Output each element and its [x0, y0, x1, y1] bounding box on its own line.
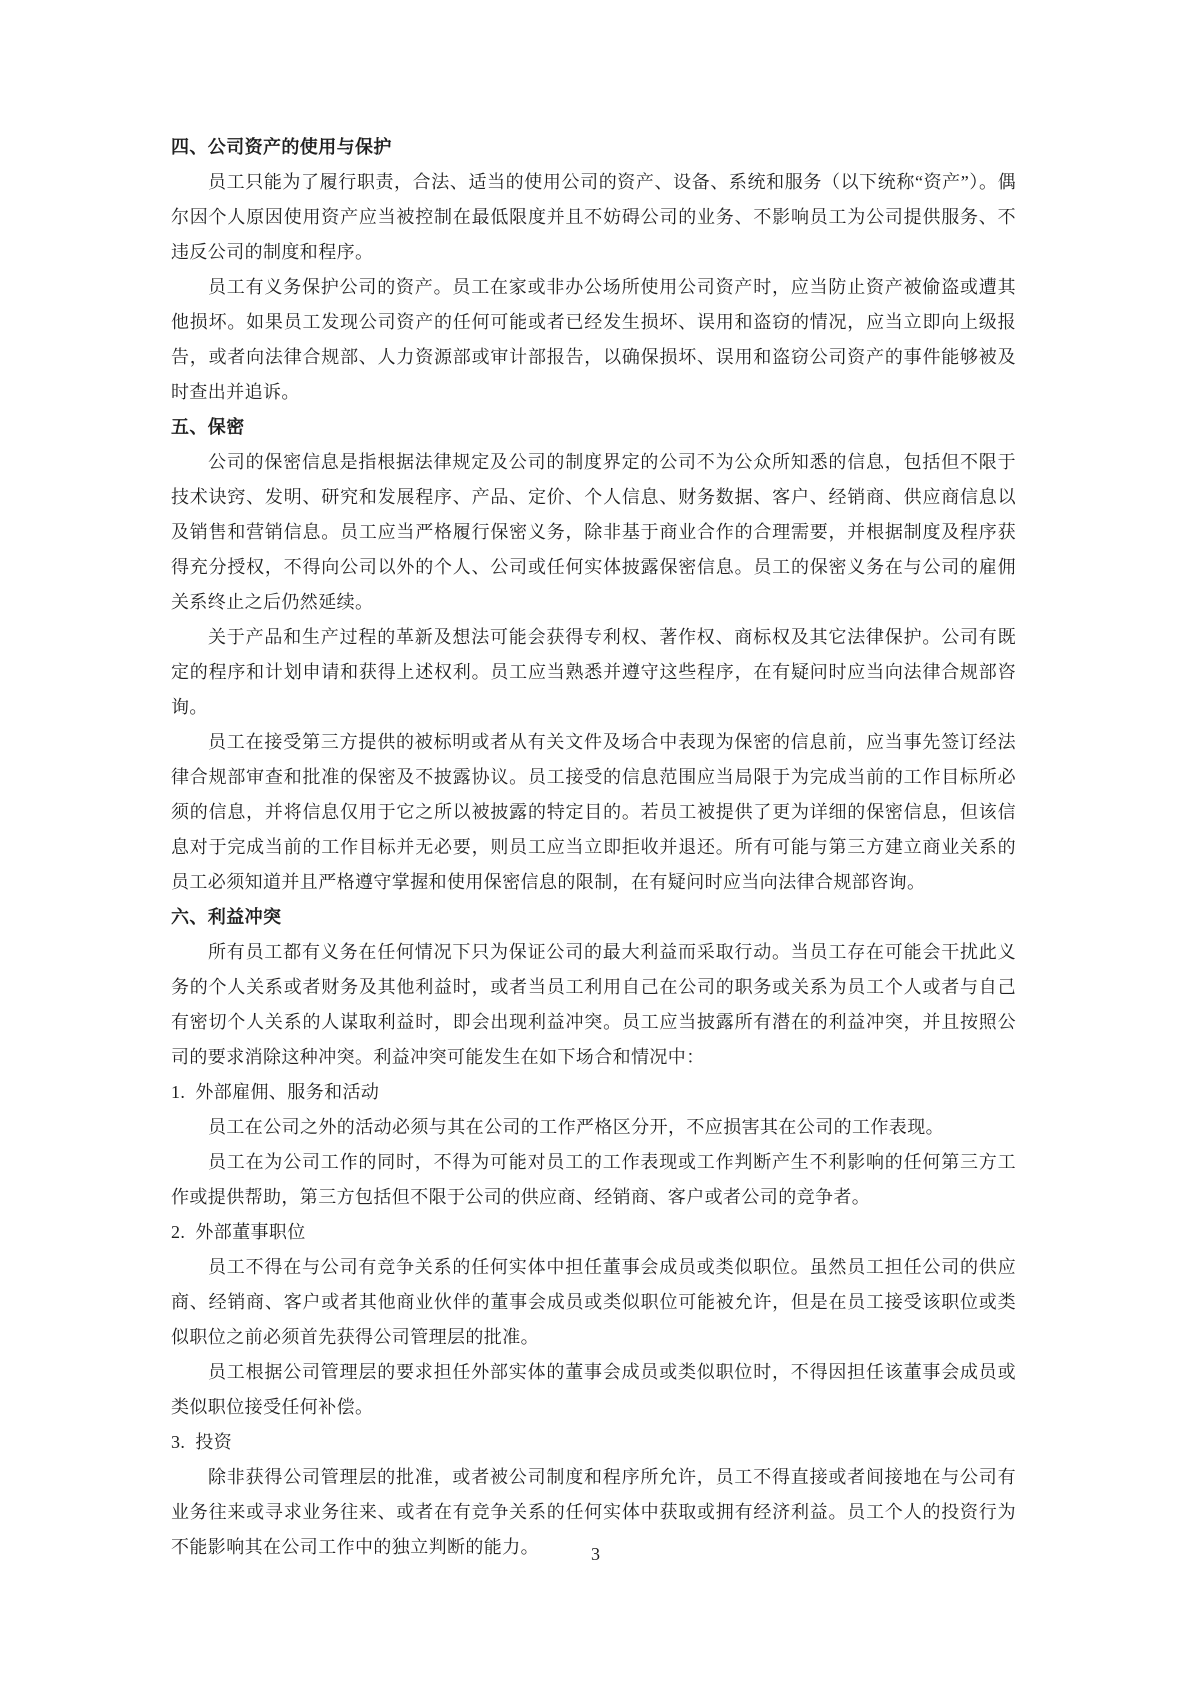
list-item-label: 投资	[195, 1432, 233, 1452]
paragraph: 公司的保密信息是指根据法律规定及公司的制度界定的公司不为公众所知悉的信息，包括但不限于技术诀窍、发明、研究和发展程序、产品、定价、个人信息、财务数据、客户、经销商、供应商信息以及销售和营销信息。员工应当严格履行保密义务，除非基于商业合作的合理需要，并根据制度及程序获得充分授权，不得向公司以外的个人、公司或任何实体披露保密信息。员工的保密义务在与公司的雇佣关系终止之后仍然延续。	[171, 452, 1016, 612]
paragraph: 除非获得公司管理层的批准，或者被公司制度和程序所允许，员工不得直接或者间接地在与公司有业务往来或寻求业务往来、或者在有竞争关系的任何实体中获取或拥有经济利益。员工个人的投资行为不能影响其在公司工作中的独立判断的能力。	[171, 1467, 1016, 1557]
section-heading: 五、保密	[171, 417, 245, 437]
section-heading: 六、利益冲突	[171, 907, 282, 927]
paragraph: 员工有义务保护公司的资产。员工在家或非办公场所使用公司资产时，应当防止资产被偷盗或遭其他损坏。如果员工发现公司资产的任何可能或者已经发生损坏、误用和盗窃的情况，应当立即向上级报告，或者向法律合规部、人力资源部或审计部报告，以确保损坏、误用和盗窃公司资产的事件能够被及时查出并追诉。	[171, 277, 1016, 402]
list-item-number: 3.	[171, 1432, 186, 1452]
list-item-label: 外部雇佣、服务和活动	[195, 1082, 380, 1102]
document-content	[171, 130, 1016, 1565]
page-number: 3	[591, 1544, 600, 1564]
list-item	[171, 1215, 1016, 1250]
paragraph: 所有员工都有义务在任何情况下只为保证公司的最大利益而采取行动。当员工存在可能会干扰此义务的个人关系或者财务及其他利益时，或者当员工利用自己在公司的职务或关系为员工个人或者与自己有密切个人关系的人谋取利益时，即会出现利益冲突。员工应当披露所有潜在的利益冲突，并且按照公司的要求消除这种冲突。利益冲突可能发生在如下场合和情况中：	[171, 942, 1016, 1067]
list-item-number: 2.	[171, 1222, 186, 1242]
list-item-label: 外部董事职位	[195, 1222, 306, 1242]
list-item	[171, 1075, 1016, 1110]
paragraph: 员工在为公司工作的同时，不得为可能对员工的工作表现或工作判断产生不利影响的任何第三方工作或提供帮助，第三方包括但不限于公司的供应商、经销商、客户或者公司的竞争者。	[171, 1152, 1016, 1207]
list-item	[171, 1425, 1016, 1460]
paragraph: 关于产品和生产过程的革新及想法可能会获得专利权、著作权、商标权及其它法律保护。公司有既定的程序和计划申请和获得上述权利。员工应当熟悉并遵守这些程序，在有疑问时应当向法律合规部咨询。	[171, 627, 1016, 717]
paragraph: 员工只能为了履行职责，合法、适当的使用公司的资产、设备、系统和服务（以下统称“资产”）。偶尔因个人原因使用资产应当被控制在最低限度并且不妨碍公司的业务、不影响员工为公司提供服务、不违反公司的制度和程序。	[171, 172, 1016, 262]
paragraph: 员工在接受第三方提供的被标明或者从有关文件及场合中表现为保密的信息前，应当事先签订经法律合规部审查和批准的保密及不披露协议。员工接受的信息范围应当局限于为完成当前的工作目标所必须的信息，并将信息仅用于它之所以被披露的特定目的。若员工被提供了更为详细的保密信息，但该信息对于完成当前的工作目标并无必要，则员工应当立即拒收并退还。所有可能与第三方建立商业关系的员工必须知道并且严格遵守掌握和使用保密信息的限制，在有疑问时应当向法律合规部咨询。	[171, 732, 1016, 892]
paragraph: 员工在公司之外的活动必须与其在公司的工作严格区分开，不应损害其在公司的工作表现。	[208, 1117, 944, 1137]
paragraph: 员工根据公司管理层的要求担任外部实体的董事会成员或类似职位时，不得因担任该董事会成员或类似职位接受任何补偿。	[171, 1362, 1016, 1417]
paragraph: 员工不得在与公司有竞争关系的任何实体中担任董事会成员或类似职位。虽然员工担任公司的供应商、经销商、客户或者其他商业伙伴的董事会成员或类似职位可能被允许，但是在员工接受该职位或类似职位之前必须首先获得公司管理层的批准。	[171, 1257, 1016, 1347]
list-item-number: 1.	[171, 1082, 186, 1102]
section-heading: 四、公司资产的使用与保护	[171, 137, 392, 157]
